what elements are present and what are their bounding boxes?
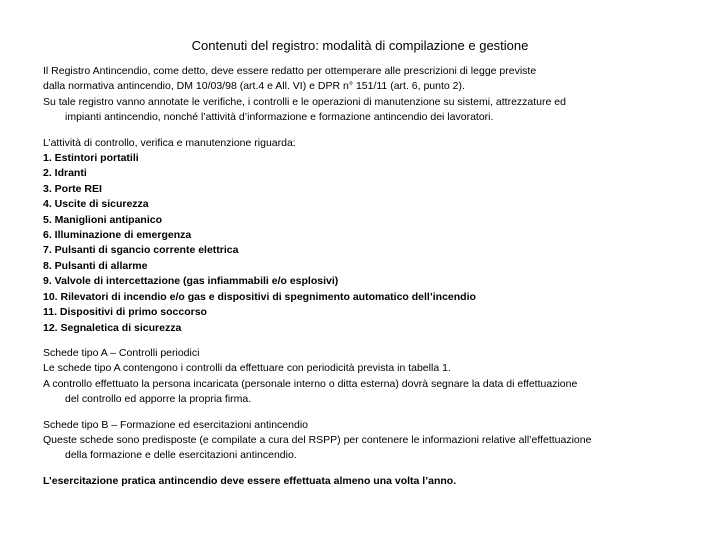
list-item: 4. Uscite di sicurezza (43, 198, 149, 211)
scheda-a-line: del controllo ed apporre la propria firma. (65, 393, 252, 406)
list-item: 9. Valvole di intercettazione (gas infiammabili e/o esplosivi) (43, 275, 339, 288)
list-item: 2. Idranti (43, 167, 87, 180)
intro-line: Il Registro Antincendio, come detto, deve essere redatto per ottemperare alle prescrizioni di legge previste (43, 65, 537, 77)
activities-list (43, 151, 693, 336)
list-item: 10. Rilevatori di incendio e/o gas e dispositivi di spegnimento automatico dell’incendio (43, 290, 476, 303)
scheda-a-heading: Schede tipo A – Controlli periodici (43, 346, 200, 359)
scheda-b-line: della formazione e delle esercitazioni antincendio. (65, 449, 297, 462)
list-item: 1. Estintori portatili (43, 152, 139, 165)
list-item: 8. Pulsanti di allarme (43, 259, 148, 272)
list-item: 6. Illuminazione di emergenza (43, 229, 192, 242)
scheda-a-line: A controllo effettuato la persona incaricata (personale interno o ditta esterna) dovrà segnare la data di effettuazione (43, 377, 578, 390)
intro-line: dalla normativa antincendio, DM 10/03/98 (art.4 e All. VI) e DPR n° 151/11 (art. 6, punto 2). (43, 80, 465, 93)
intro-line: impianti antincendio, nonché l’attività d’informazione e formazione antincendio dei lavoratori. (65, 111, 494, 124)
closing-statement: L’esercitazione pratica antincendio deve essere effettuata almeno una volta l’anno. (43, 474, 457, 487)
list-item: 12. Segnaletica di sicurezza (43, 321, 182, 334)
page-title: Contenuti del registro: modalità di compilazione e gestione (191, 38, 529, 53)
list-item: 11. Dispositivi di primo soccorso (43, 306, 207, 319)
scheda-a-line: Le schede tipo A contengono i controlli da effettuare con periodicità prevista in tabella 1. (43, 362, 451, 375)
list-item: 5. Maniglioni antipanico (43, 213, 163, 226)
list-item: 3. Porte REI (43, 182, 102, 195)
slide-content (43, 64, 693, 489)
activities-heading: L’attività di controllo, verifica e manutenzione riguarda: (43, 136, 296, 149)
scheda-b-heading: Schede tipo B – Formazione ed esercitazioni antincendio (43, 418, 308, 431)
scheda-b-line: Queste schede sono predisposte (e compilate a cura del RSPP) per contenere le informazioni relative all’effettuazione (43, 433, 592, 446)
list-item: 7. Pulsanti di sgancio corrente elettrica (43, 244, 239, 257)
intro-line: Su tale registro vanno annotate le verifiche, i controlli e le operazioni di manutenzione su sistemi, attrezzature ed (43, 95, 566, 108)
